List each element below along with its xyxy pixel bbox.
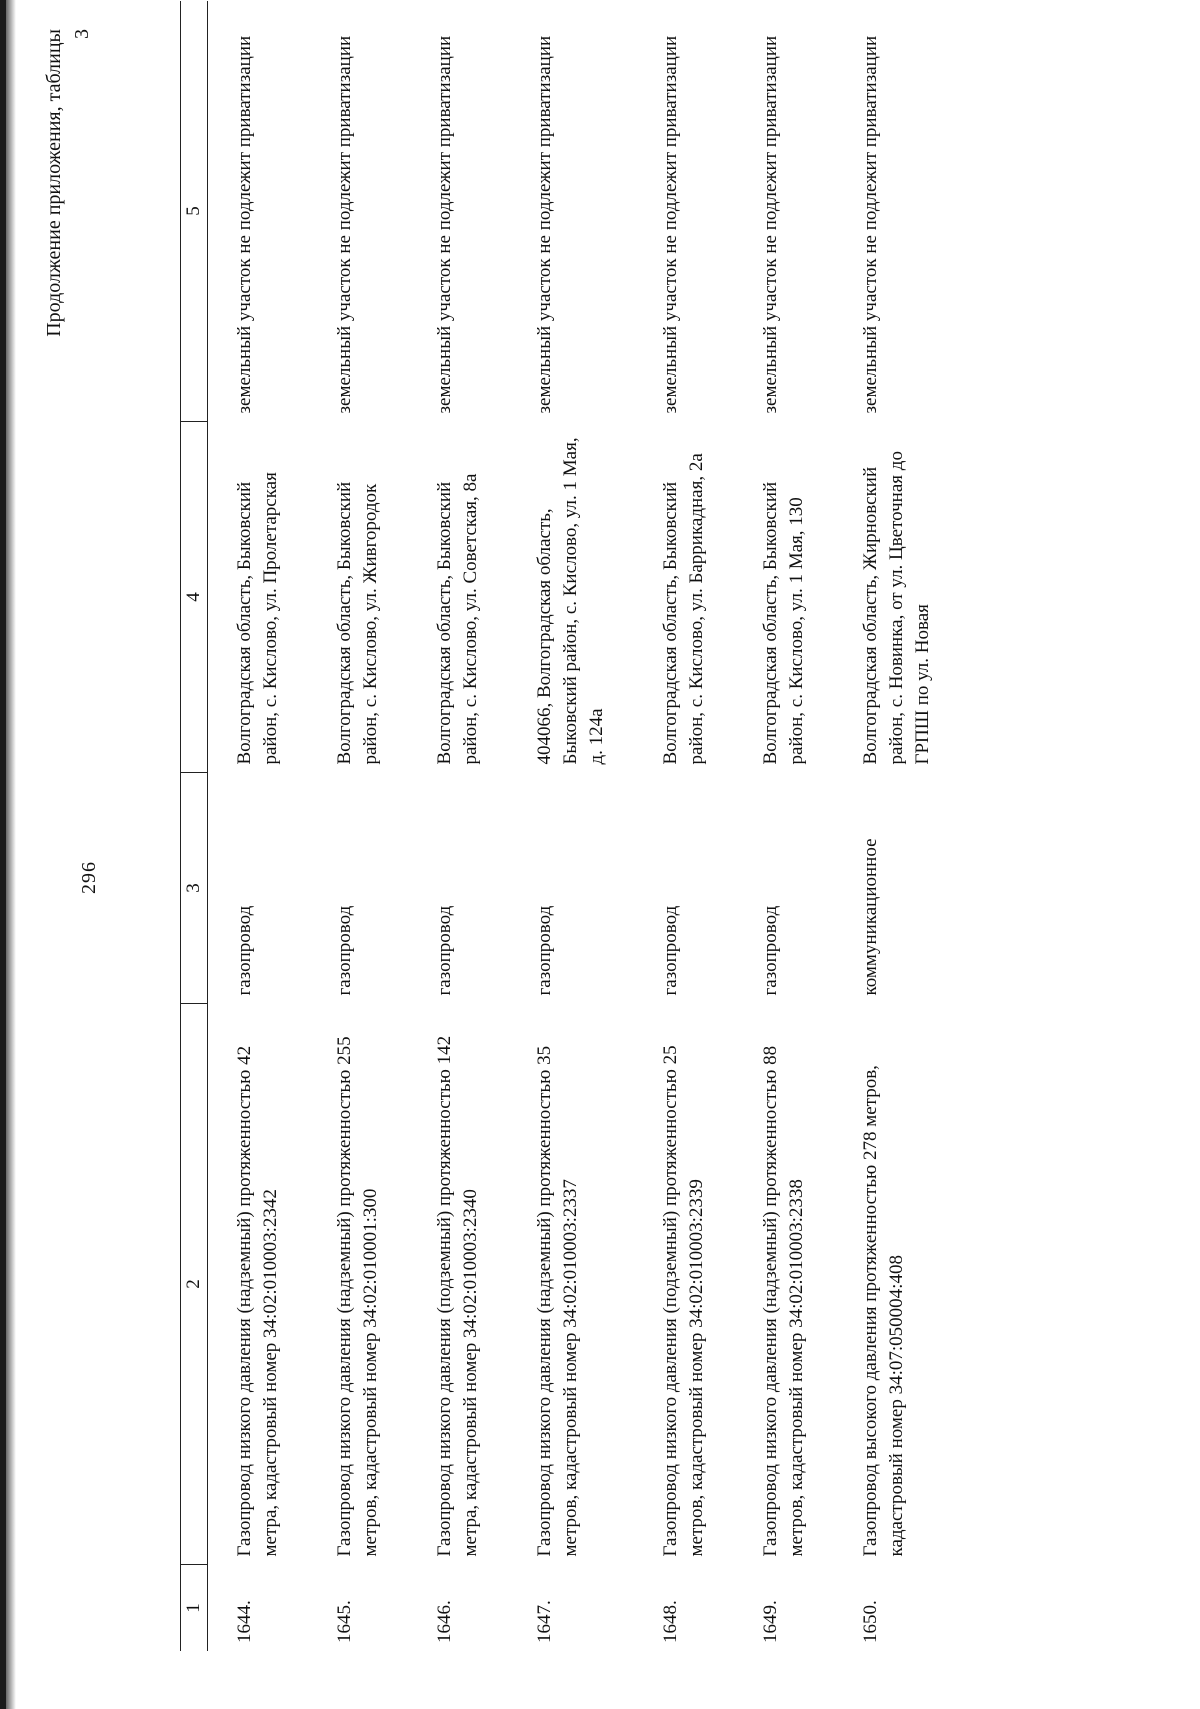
- table-row: [408, 1, 508, 1651]
- row-number: 1646.: [434, 1600, 455, 1643]
- object-address: Волгоградская область, Быковский район, с. Кислово, ул. Баррикадная, 2а: [660, 453, 707, 765]
- table-row: [834, 1, 960, 1651]
- object-address: 404066, Волгоградская область, Быковский район, с. Кислово, ул. 1 Мая, д. 124а: [534, 437, 607, 765]
- object-type: газопровод: [660, 905, 681, 996]
- object-note: земельный участок не подлежит приватизации: [434, 35, 455, 414]
- object-type: коммуникационное: [860, 838, 881, 996]
- table-row: [208, 1, 309, 1651]
- header-col-3: 3: [181, 773, 208, 1004]
- table-row: [308, 1, 408, 1651]
- row-number: 1648.: [660, 1600, 681, 1643]
- object-note: земельный участок не подлежит приватизации: [334, 35, 355, 414]
- object-type: газопровод: [334, 905, 355, 996]
- header-col-4: 4: [181, 422, 208, 773]
- object-address: Волгоградская область, Быковский район, с. Кислово, ул. 1 Мая, 130: [760, 481, 807, 765]
- row-number: 1645.: [334, 1600, 355, 1643]
- object-address: Волгоградская область, Быковский район, с. Кислово, ул. Советская, 8а: [434, 473, 481, 765]
- object-name: Газопровод низкого давления (надземный) протяженностью 255 метров, кадастровый номер 34:02:010001:300: [334, 1036, 381, 1557]
- row-number: 1644.: [234, 1600, 255, 1643]
- object-type: газопровод: [760, 905, 781, 996]
- object-name: Газопровод низкого давления (надземный) протяженностью 42 метра, кадастровый номер 34:02:010003:2342: [234, 1045, 281, 1557]
- object-type: газопровод: [234, 905, 255, 996]
- object-name: Газопровод низкого давления (подземный) протяженностью 142 метра, кадастровый номер 34:02:010003:2340: [434, 1035, 481, 1557]
- continuation-note: Продолжение приложения, таблицы 3: [43, 29, 93, 337]
- object-note: земельный участок не подлежит приватизации: [534, 35, 555, 414]
- object-type: газопровод: [434, 905, 455, 996]
- row-number: 1649.: [760, 1600, 781, 1643]
- object-note: земельный участок не подлежит приватизации: [234, 35, 255, 414]
- object-type: газопровод: [534, 905, 555, 996]
- table-row: [508, 1, 634, 1651]
- object-address: Волгоградская область, Жирновский район, с. Новинка, от ул. Цветочная до ГРПШ по ул. Новая: [860, 451, 933, 765]
- table-row: [734, 1, 834, 1651]
- object-name: Газопровод высокого давления протяженностью 278 метров, кадастровый номер 34:07:050004:408: [860, 1065, 907, 1557]
- object-note: земельный участок не подлежит приватизации: [660, 35, 681, 414]
- object-name: Газопровод низкого давления (подземный) протяженностью 25 метров, кадастровый номер 34:02:010003:2339: [660, 1045, 707, 1557]
- header-col-1: 1: [181, 1565, 208, 1652]
- table-row: [634, 1, 734, 1651]
- object-note: земельный участок не подлежит приватизации: [860, 35, 881, 414]
- object-name: Газопровод низкого давления (надземный) протяженностью 88 метров, кадастровый номер 34:02:010003:2338: [760, 1045, 807, 1557]
- table-header: [181, 1, 208, 1651]
- object-name: Газопровод низкого давления (надземный) протяженностью 35 метров, кадастровый номер 34:02:010003:2337: [534, 1045, 581, 1557]
- page-number: 296: [78, 861, 100, 894]
- header-col-2: 2: [181, 1004, 208, 1565]
- object-address: Волгоградская область, Быковский район, с. Кислово, ул. Пролетарская: [234, 472, 281, 765]
- row-number: 1650.: [860, 1600, 881, 1643]
- object-note: земельный участок не подлежит приватизации: [760, 35, 781, 414]
- object-address: Волгоградская область, Быковский район, с. Кислово, ул. Живгородок: [334, 481, 381, 765]
- row-number: 1647.: [534, 1600, 555, 1643]
- header-col-5: 5: [181, 1, 208, 422]
- property-table: [180, 1, 960, 1651]
